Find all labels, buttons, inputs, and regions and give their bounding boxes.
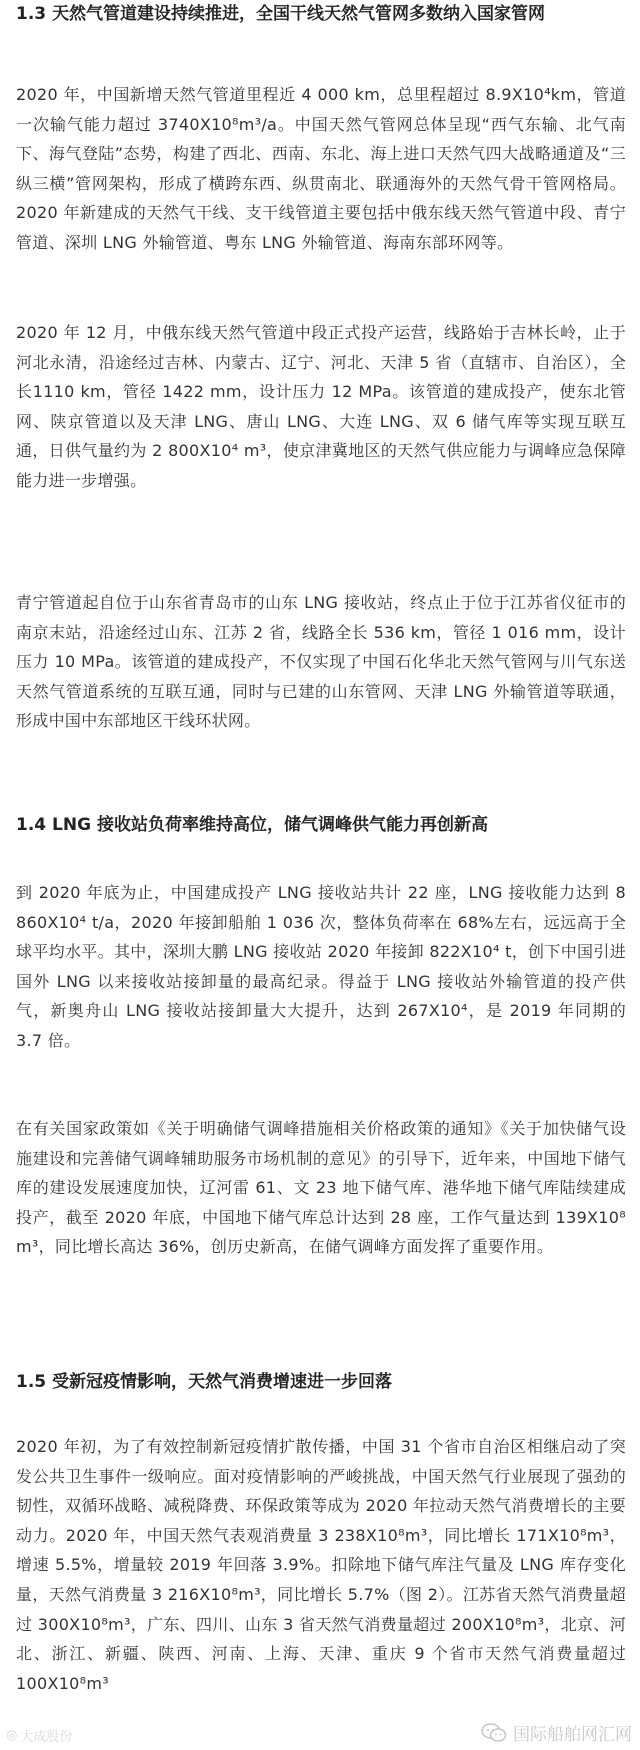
- paragraph-5: 在有关国家政策如《关于明确储气调峰措施相关价格政策的通知》《关于加快储气设施建设和完善储气调峰辅助服务市场机制的意见》的引导下，近年来，中国地下储气库的建设发展速度加快，辽河雷 61、文 23 地下储气库、港华地下储气库陆续建成投产，截至 2020 年底，中国地下储气库总计达到 28 座，工作气量达到 139X10⁸ m³，同比增长高达 36%，创历史新高，在储气调峰方面发挥了重要作用。: [16, 1119, 626, 1257]
- wechat-icon: [481, 1722, 507, 1744]
- paragraph-6: 2020 年初，为了有效控制新冠疫情扩散传播，中国 31 个省市自治区相继启动了突发公共卫生事件一级响应。面对疫情影响的严峻挑战，中国天然气行业展现了强劲的韧性，双循环战略、减税降费、环保政策等成为 2020 年拉动天然气消费增长的主要动力。2020 年，中国天然气表观消费量 3 238X10⁸m³，同比增长 171X10⁸m³，增速 5.5%，增量较 2019 年回落 3.9%。扣除地下储气库注气量及 LNG 库存变化量，天然气消费量 3 216X10⁸m³，同比增长 5.7%（图 2）。江苏省天然气消费量超过 300X10⁸m³，广东、四川、山东 3 省天然气消费量超过 200X10⁸m³，北京、河北、浙江、新疆、陕西、河南、上海、天津、重庆 9 个省市天然气消费量超过 100X10⁸m³: [16, 1437, 626, 1693]
- watermark-left: [6, 1726, 72, 1745]
- section-heading-1-3: 1.3 天然气管道建设持续推进，全国干线天然气管网多数纳入国家管网: [16, 4, 546, 24]
- section-heading-1-5: 1.5 受新冠疫情影响，天然气消费增速进一步回落: [16, 1372, 393, 1392]
- camera-icon: ◎: [6, 1728, 18, 1743]
- paragraph-3: 青宁管道起自位于山东省青岛市的山东 LNG 接收站，终点止于位于江苏省仪征市的南京末站，沿途经过山东、江苏 2 省，线路全长 536 km，管径 1 016 mm，设计压力 10 MPa。该管道的建成投产，不仅实现了中国石化华北天然气管网与川气东送天然气管道系统的互联互通，同时与已建的山东管网、天津 LNG 外输管道等联通，形成中国中东部地区干线环状网。: [16, 593, 626, 731]
- paragraph-2: 2020 年 12 月，中俄东线天然气管道中段正式投产运营，线路始于吉林长岭，止于河北永清，沿途经过吉林、内蒙古、辽宁、河北、天津 5 省（直辖市、自治区），全长1110 km，管径 1422 mm，设计压力 12 MPa。该管道的建成投产，使东北管网、陕京管道以及天津 LNG、唐山 LNG、大连 LNG、双 6 储气库等实现互联互通，日供气量约为 2 800X10⁴ m³，使京津冀地区的天然气供应能力与调峰应急保障能力进一步增强。: [16, 323, 626, 490]
- watermark-bar: [0, 1718, 640, 1750]
- watermark-right-text: 国际船舶网汇网: [513, 1725, 632, 1745]
- watermark-left-text: 大成股份: [20, 1730, 73, 1745]
- paragraph-1: 2020 年，中国新增天然气管道里程近 4 000 km，总里程超过 8.9X10⁴km，管道一次输气能力超过 3740X10⁸m³/a。中国天然气管网总体呈现“西气东输、北气南下、海气登陆”态势，构建了西北、西南、东北、海上进口天然气四大战略通道及“三纵三横”管网架构，形成了横跨东西、纵贯南北、联通海外的天然气骨干管网格局。2020 年新建成的天然气干线、支干线管道主要包括中俄东线天然气管道中段、青宁管道、深圳 LNG 外输管道、粤东 LNG 外输管道、海南东部环网等。: [16, 85, 626, 252]
- watermark-right: [481, 1720, 632, 1745]
- section-heading-1-4: 1.4 LNG 接收站负荷率维持高位，储气调峰供气能力再创新高: [16, 815, 488, 835]
- paragraph-4: 到 2020 年底为止，中国建成投产 LNG 接收站共计 22 座，LNG 接收能力达到 8 860X10⁴ t/a，2020 年接卸船舶 1 036 次，整体负荷率在 68%左右，远远高于全球平均水平。其中，深圳大鹏 LNG 接收站 2020 年接卸 822X10⁴ t，创下中国引进国外 LNG 以来接收站接卸量的最高纪录。得益于 LNG 接收站外输管道的投产供气，新奥舟山 LNG 接收站接卸量大大提升，达到 267X10⁴，是 2019 年同期的 3.7 倍。: [16, 883, 626, 1050]
